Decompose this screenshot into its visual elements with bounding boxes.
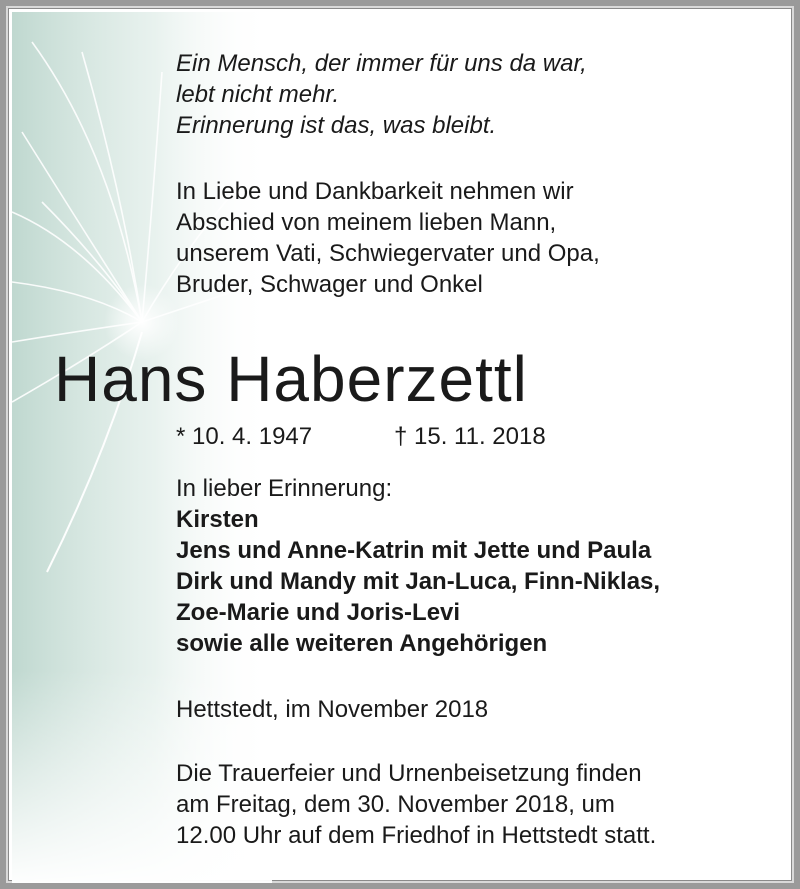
death-date: † 15. 11. 2018	[394, 423, 546, 450]
mourner-line: Kirsten	[176, 506, 259, 533]
intro-line: In Liebe und Dankbarkeit nehmen wir	[176, 178, 574, 205]
quote-line: Erinnerung ist das, was bleibt.	[176, 112, 497, 139]
life-dates	[176, 421, 736, 452]
mourner-line: Dirk und Mandy mit Jan-Luca, Finn-Niklas,	[176, 568, 661, 595]
service-line: 12.00 Uhr auf dem Friedhof in Hettstedt statt.	[176, 822, 657, 849]
intro-line: unserem Vati, Schwiegervater und Opa,	[176, 240, 600, 267]
funeral-service-info	[176, 758, 756, 851]
place-and-date: Hettstedt, im November 2018	[176, 696, 489, 723]
deceased-name: Hans Haberzettl	[54, 343, 528, 415]
intro-line: Abschied von meinem lieben Mann,	[176, 209, 557, 236]
intro-line: Bruder, Schwager und Onkel	[176, 271, 483, 298]
farewell-text	[176, 176, 736, 300]
birth-date: * 10. 4. 1947	[176, 423, 313, 450]
service-line: am Freitag, dem 30. November 2018, um	[176, 791, 615, 818]
mourners-list	[176, 473, 756, 659]
service-line: Die Trauerfeier und Urnenbeisetzung finden	[176, 760, 642, 787]
mourners-heading: In lieber Erinnerung:	[176, 475, 393, 502]
quote-line: lebt nicht mehr.	[176, 81, 340, 108]
mourner-line: Jens und Anne-Katrin mit Jette und Paula	[176, 537, 652, 564]
mourner-line: Zoe-Marie und Joris-Levi	[176, 599, 461, 626]
memorial-quote	[176, 48, 736, 141]
mourner-line: sowie alle weiteren Angehörigen	[176, 630, 548, 657]
quote-line: Ein Mensch, der immer für uns da war,	[176, 50, 587, 77]
